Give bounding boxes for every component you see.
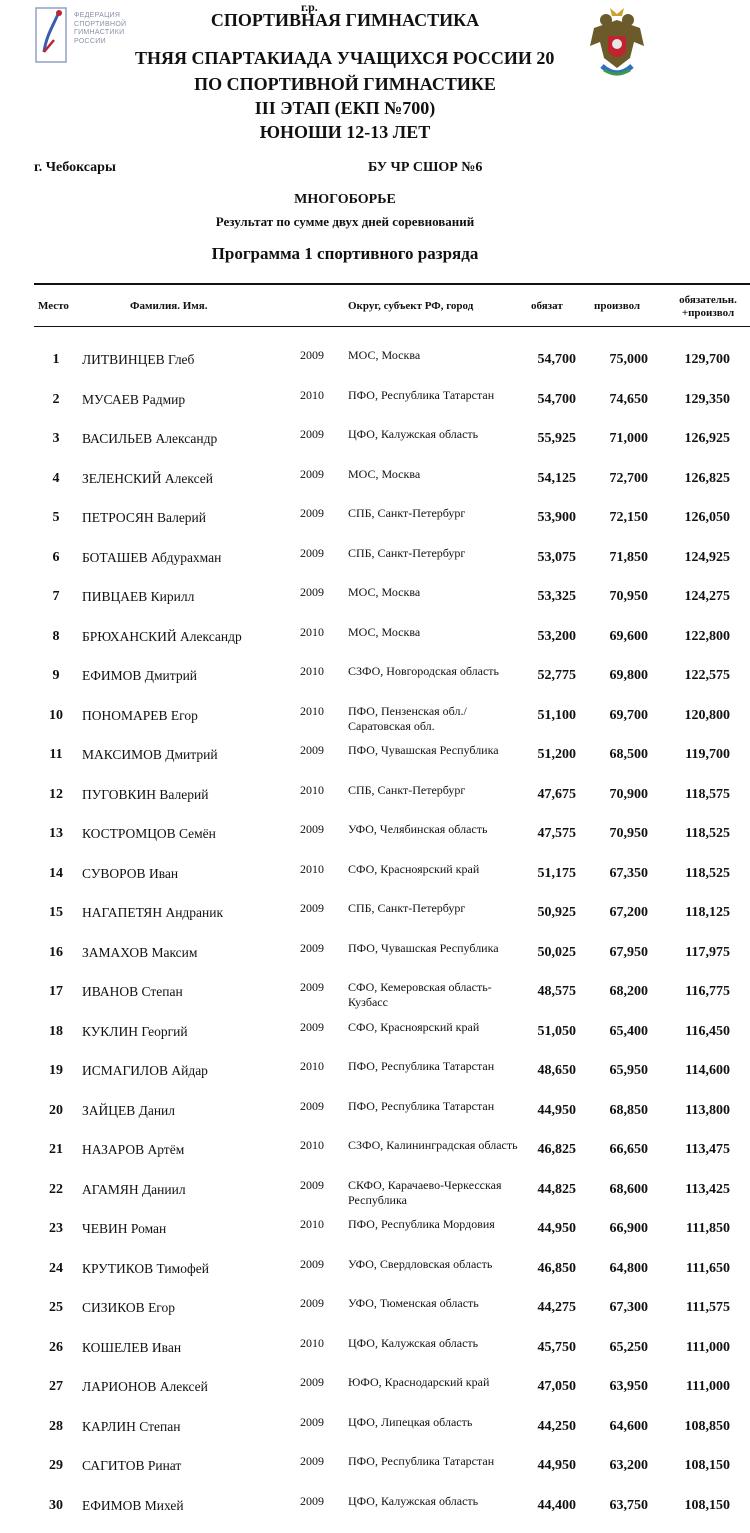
athlete-name-cell: КОСТРОМЦОВ Семён (82, 826, 216, 842)
region-cell: ЦФО, Липецкая область (348, 1415, 518, 1430)
table-row (0, 664, 750, 704)
mandatory-score-cell: 48,575 (520, 984, 576, 1000)
mandatory-score-cell: 55,925 (520, 431, 576, 447)
rank-cell: 21 (44, 1142, 68, 1158)
birth-year-cell: 2010 (300, 1217, 324, 1232)
athlete-name-cell: ПУГОВКИН Валерий (82, 787, 208, 803)
mandatory-score-cell: 53,200 (520, 629, 576, 645)
program-label: Программа 1 спортивного разряда (0, 244, 690, 264)
total-score-cell: 111,850 (660, 1221, 730, 1237)
region-cell: СПБ, Санкт-Петербург (348, 506, 518, 521)
optional-score-cell: 68,200 (586, 984, 648, 1000)
table-row (0, 1494, 750, 1533)
optional-score-cell: 64,800 (586, 1261, 648, 1277)
athlete-name-cell: ИСМАГИЛОВ Айдар (82, 1063, 208, 1079)
athlete-name-cell: МАКСИМОВ Дмитрий (82, 747, 218, 763)
birth-year-cell: 2009 (300, 1020, 324, 1035)
athlete-name-cell: ЕФИМОВ Дмитрий (82, 668, 197, 684)
rank-cell: 2 (44, 392, 68, 408)
column-header-total: обязательн. +произвол (668, 294, 748, 320)
optional-score-cell: 67,950 (586, 945, 648, 961)
mandatory-score-cell: 46,850 (520, 1261, 576, 1277)
mandatory-score-cell: 51,050 (520, 1024, 576, 1040)
rank-cell: 26 (44, 1340, 68, 1356)
mandatory-score-cell: 51,175 (520, 866, 576, 882)
table-row (0, 625, 750, 665)
athlete-name-cell: ПИВЦАЕВ Кирилл (82, 589, 194, 605)
optional-score-cell: 72,150 (586, 510, 648, 526)
region-cell: СФО, Кемеровская область-Кузбасс (348, 980, 518, 1010)
rank-cell: 29 (44, 1458, 68, 1474)
table-row (0, 1178, 750, 1218)
table-row (0, 704, 750, 744)
athlete-name-cell: НАГАПЕТЯН Андраник (82, 905, 223, 921)
region-cell: ПФО, Республика Татарстан (348, 1454, 518, 1469)
mandatory-score-cell: 51,100 (520, 708, 576, 724)
table-row (0, 1217, 750, 1257)
athlete-name-cell: ЗАЙЦЕВ Данил (82, 1103, 175, 1119)
venue-label: БУ ЧР СШОР №6 (368, 160, 482, 176)
total-score-cell: 124,925 (660, 550, 730, 566)
birth-year-cell: 2009 (300, 546, 324, 561)
region-cell: СПБ, Санкт-Петербург (348, 901, 518, 916)
birth-year-cell: 2009 (300, 822, 324, 837)
optional-score-cell: 75,000 (586, 352, 648, 368)
athlete-name-cell: КОШЕЛЕВ Иван (82, 1340, 181, 1356)
optional-score-cell: 69,600 (586, 629, 648, 645)
table-row (0, 1059, 750, 1099)
athlete-name-cell: ПЕТРОСЯН Валерий (82, 510, 206, 526)
total-score-cell: 129,350 (660, 392, 730, 408)
column-header-mandatory: обязат (531, 300, 563, 312)
birth-year-cell: 2009 (300, 506, 324, 521)
rank-cell: 22 (44, 1182, 68, 1198)
region-cell: СПБ, Санкт-Петербург (348, 783, 518, 798)
table-row (0, 1020, 750, 1060)
total-score-cell: 116,775 (660, 984, 730, 1000)
athlete-name-cell: БРЮХАНСКИЙ Александр (82, 629, 242, 645)
mandatory-score-cell: 44,825 (520, 1182, 576, 1198)
table-row (0, 941, 750, 981)
birth-year-cell: 2009 (300, 348, 324, 363)
total-score-cell: 113,425 (660, 1182, 730, 1198)
region-cell: МОС, Москва (348, 585, 518, 600)
mandatory-score-cell: 44,950 (520, 1103, 576, 1119)
total-score-cell: 108,150 (660, 1458, 730, 1474)
optional-score-cell: 69,800 (586, 668, 648, 684)
athlete-name-cell: ЗАМАХОВ Максим (82, 945, 197, 961)
birth-year-cell: 2010 (300, 704, 324, 719)
region-cell: СЗФО, Калининградская область (348, 1138, 518, 1153)
athlete-name-cell: ЧЕВИН Роман (82, 1221, 166, 1237)
rank-cell: 13 (44, 826, 68, 842)
total-score-cell: 126,825 (660, 471, 730, 487)
total-score-cell: 126,925 (660, 431, 730, 447)
mandatory-score-cell: 47,575 (520, 826, 576, 842)
region-cell: МОС, Москва (348, 625, 518, 640)
athlete-name-cell: КАРЛИН Степан (82, 1419, 180, 1435)
mandatory-score-cell: 44,950 (520, 1458, 576, 1474)
total-score-cell: 119,700 (660, 747, 730, 763)
total-score-cell: 124,275 (660, 589, 730, 605)
mandatory-score-cell: 54,700 (520, 352, 576, 368)
table-row (0, 585, 750, 625)
birth-year-cell: 2009 (300, 585, 324, 600)
optional-score-cell: 71,850 (586, 550, 648, 566)
region-cell: ПФО, Республика Татарстан (348, 1059, 518, 1074)
athlete-name-cell: БОТАШЕВ Абдурахман (82, 550, 221, 566)
table-row (0, 862, 750, 902)
rank-cell: 15 (44, 905, 68, 921)
total-score-cell: 111,000 (660, 1340, 730, 1356)
region-cell: ЦФО, Калужская область (348, 1494, 518, 1509)
region-cell: ПФО, Республика Мордовия (348, 1217, 518, 1232)
birth-year-cell: 2010 (300, 625, 324, 640)
event-type-label: МНОГОБОРЬЕ (0, 192, 690, 208)
optional-score-cell: 63,950 (586, 1379, 648, 1395)
athlete-name-cell: ЕФИМОВ Михей (82, 1498, 184, 1514)
region-cell: ПФО, Чувашская Республика (348, 743, 518, 758)
mandatory-score-cell: 53,325 (520, 589, 576, 605)
total-score-cell: 114,600 (660, 1063, 730, 1079)
column-header-year: г.р. (301, 0, 318, 15)
mandatory-score-cell: 44,250 (520, 1419, 576, 1435)
table-header-rule (34, 326, 750, 327)
rank-cell: 25 (44, 1300, 68, 1316)
optional-score-cell: 68,500 (586, 747, 648, 763)
birth-year-cell: 2010 (300, 783, 324, 798)
birth-year-cell: 2009 (300, 980, 324, 995)
optional-score-cell: 66,900 (586, 1221, 648, 1237)
table-top-rule (34, 283, 750, 285)
mandatory-score-cell: 44,950 (520, 1221, 576, 1237)
column-header-region: Округ, субъект РФ, город (348, 300, 473, 312)
mandatory-score-cell: 47,050 (520, 1379, 576, 1395)
birth-year-cell: 2009 (300, 743, 324, 758)
mandatory-score-cell: 52,775 (520, 668, 576, 684)
rank-cell: 10 (44, 708, 68, 724)
rank-cell: 1 (44, 352, 68, 368)
region-cell: СФО, Красноярский край (348, 862, 518, 877)
mandatory-score-cell: 53,075 (520, 550, 576, 566)
optional-score-cell: 66,650 (586, 1142, 648, 1158)
total-score-cell: 108,850 (660, 1419, 730, 1435)
region-cell: МОС, Москва (348, 348, 518, 363)
athlete-name-cell: ИВАНОВ Степан (82, 984, 183, 1000)
region-cell: СПБ, Санкт-Петербург (348, 546, 518, 561)
rank-cell: 5 (44, 510, 68, 526)
total-score-cell: 111,575 (660, 1300, 730, 1316)
region-cell: СКФО, Карачаево-Черкесская Республика (348, 1178, 518, 1208)
birth-year-cell: 2010 (300, 664, 324, 679)
table-row (0, 1415, 750, 1455)
table-row (0, 1257, 750, 1297)
birth-year-cell: 2009 (300, 1099, 324, 1114)
optional-score-cell: 65,250 (586, 1340, 648, 1356)
birth-year-cell: 2009 (300, 941, 324, 956)
mandatory-score-cell: 54,125 (520, 471, 576, 487)
region-cell: СФО, Красноярский край (348, 1020, 518, 1035)
rank-cell: 8 (44, 629, 68, 645)
table-row (0, 546, 750, 586)
optional-score-cell: 70,950 (586, 826, 648, 842)
table-row (0, 743, 750, 783)
table-row (0, 980, 750, 1020)
rank-cell: 19 (44, 1063, 68, 1079)
region-cell: ЮФО, Краснодарский край (348, 1375, 518, 1390)
birth-year-cell: 2009 (300, 1415, 324, 1430)
total-score-cell: 111,650 (660, 1261, 730, 1277)
mandatory-score-cell: 53,900 (520, 510, 576, 526)
optional-score-cell: 68,850 (586, 1103, 648, 1119)
mandatory-score-cell: 50,025 (520, 945, 576, 961)
region-cell: СЗФО, Новгородская область (348, 664, 518, 679)
table-row (0, 427, 750, 467)
column-header-place: Место (38, 300, 69, 312)
column-header-name: Фамилия. Имя. (130, 300, 208, 312)
optional-score-cell: 64,600 (586, 1419, 648, 1435)
sport-title: СПОРТИВНАЯ ГИМНАСТИКА (0, 10, 690, 31)
optional-score-cell: 70,900 (586, 787, 648, 803)
mandatory-score-cell: 48,650 (520, 1063, 576, 1079)
total-score-cell: 108,150 (660, 1498, 730, 1514)
birth-year-cell: 2009 (300, 1454, 324, 1469)
total-score-cell: 116,450 (660, 1024, 730, 1040)
athlete-name-cell: АГАМЯН Даниил (82, 1182, 186, 1198)
total-score-cell: 113,800 (660, 1103, 730, 1119)
athlete-name-cell: СИЗИКОВ Егор (82, 1300, 175, 1316)
total-score-cell: 126,050 (660, 510, 730, 526)
rank-cell: 24 (44, 1261, 68, 1277)
rank-cell: 30 (44, 1498, 68, 1514)
stage-title: III ЭТАП (ЕКП №700) (0, 98, 690, 119)
table-row (0, 1375, 750, 1415)
table-row (0, 467, 750, 507)
total-score-cell: 120,800 (660, 708, 730, 724)
event-title: ТНЯЯ СПАРТАКИАДА УЧАЩИХСЯ РОССИИ 20 (135, 48, 585, 69)
table-row (0, 1296, 750, 1336)
rank-cell: 16 (44, 945, 68, 961)
optional-score-cell: 63,200 (586, 1458, 648, 1474)
table-row (0, 1336, 750, 1376)
rank-cell: 4 (44, 471, 68, 487)
results-table (0, 348, 750, 1533)
athlete-name-cell: ЛИТВИНЦЕВ Глеб (82, 352, 194, 368)
birth-year-cell: 2009 (300, 1494, 324, 1509)
rank-cell: 11 (44, 747, 68, 763)
mandatory-score-cell: 45,750 (520, 1340, 576, 1356)
region-cell: ПФО, Пензенская обл./ Саратовская обл. (348, 704, 518, 734)
rank-cell: 20 (44, 1103, 68, 1119)
rank-cell: 23 (44, 1221, 68, 1237)
rank-cell: 27 (44, 1379, 68, 1395)
birth-year-cell: 2010 (300, 1138, 324, 1153)
table-row (0, 783, 750, 823)
rank-cell: 9 (44, 668, 68, 684)
birth-year-cell: 2010 (300, 1059, 324, 1074)
athlete-name-cell: ВАСИЛЬЕВ Александр (82, 431, 217, 447)
logo-text: ФЕДЕРАЦИЯ СПОРТИВНОЙ ГИМНАСТИКИ РОССИИ (74, 12, 126, 46)
optional-score-cell: 68,600 (586, 1182, 648, 1198)
optional-score-cell: 69,700 (586, 708, 648, 724)
birth-year-cell: 2009 (300, 1178, 324, 1193)
birth-year-cell: 2009 (300, 1375, 324, 1390)
city-label: г. Чебоксары (34, 160, 116, 176)
birth-year-cell: 2010 (300, 1336, 324, 1351)
optional-score-cell: 72,700 (586, 471, 648, 487)
region-cell: УФО, Свердловская область (348, 1257, 518, 1272)
athlete-name-cell: КРУТИКОВ Тимофей (82, 1261, 209, 1277)
column-header-optional: произвол (594, 300, 640, 312)
region-cell: ПФО, Чувашская Республика (348, 941, 518, 956)
athlete-name-cell: ЛАРИОНОВ Алексей (82, 1379, 208, 1395)
table-row (0, 1454, 750, 1494)
total-score-cell: 118,125 (660, 905, 730, 921)
optional-score-cell: 63,750 (586, 1498, 648, 1514)
region-cell: ЦФО, Калужская область (348, 427, 518, 442)
region-cell: УФО, Тюменская область (348, 1296, 518, 1311)
table-row (0, 348, 750, 388)
category-title: ЮНОШИ 12-13 ЛЕТ (0, 122, 690, 143)
athlete-name-cell: ПОНОМАРЕВ Егор (82, 708, 198, 724)
optional-score-cell: 67,350 (586, 866, 648, 882)
mandatory-score-cell: 50,925 (520, 905, 576, 921)
table-row (0, 1138, 750, 1178)
athlete-name-cell: САГИТОВ Ринат (82, 1458, 181, 1474)
mandatory-score-cell: 51,200 (520, 747, 576, 763)
rank-cell: 12 (44, 787, 68, 803)
athlete-name-cell: ЗЕЛЕНСКИЙ Алексей (82, 471, 213, 487)
total-score-cell: 129,700 (660, 352, 730, 368)
discipline-title: ПО СПОРТИВНОЙ ГИМНАСТИКЕ (0, 74, 690, 95)
optional-score-cell: 67,300 (586, 1300, 648, 1316)
total-score-cell: 118,525 (660, 866, 730, 882)
mandatory-score-cell: 44,400 (520, 1498, 576, 1514)
table-row (0, 822, 750, 862)
optional-score-cell: 71,000 (586, 431, 648, 447)
birth-year-cell: 2009 (300, 1296, 324, 1311)
table-row (0, 1099, 750, 1139)
region-cell: УФО, Челябинская область (348, 822, 518, 837)
total-score-cell: 122,800 (660, 629, 730, 645)
optional-score-cell: 70,950 (586, 589, 648, 605)
rank-cell: 28 (44, 1419, 68, 1435)
region-cell: ЦФО, Калужская область (348, 1336, 518, 1351)
rank-cell: 3 (44, 431, 68, 447)
birth-year-cell: 2009 (300, 427, 324, 442)
total-score-cell: 117,975 (660, 945, 730, 961)
athlete-name-cell: СУВОРОВ Иван (82, 866, 178, 882)
optional-score-cell: 65,950 (586, 1063, 648, 1079)
rank-cell: 7 (44, 589, 68, 605)
total-score-cell: 118,525 (660, 826, 730, 842)
birth-year-cell: 2009 (300, 901, 324, 916)
birth-year-cell: 2010 (300, 388, 324, 403)
athlete-name-cell: НАЗАРОВ Артём (82, 1142, 184, 1158)
table-row (0, 388, 750, 428)
region-cell: ПФО, Республика Татарстан (348, 388, 518, 403)
birth-year-cell: 2009 (300, 467, 324, 482)
table-row (0, 506, 750, 546)
optional-score-cell: 74,650 (586, 392, 648, 408)
rank-cell: 6 (44, 550, 68, 566)
birth-year-cell: 2010 (300, 862, 324, 877)
mandatory-score-cell: 54,700 (520, 392, 576, 408)
mandatory-score-cell: 47,675 (520, 787, 576, 803)
birth-year-cell: 2009 (300, 1257, 324, 1272)
region-cell: МОС, Москва (348, 467, 518, 482)
region-cell: ПФО, Республика Татарстан (348, 1099, 518, 1114)
mandatory-score-cell: 44,275 (520, 1300, 576, 1316)
total-score-cell: 113,475 (660, 1142, 730, 1158)
athlete-name-cell: КУКЛИН Георгий (82, 1024, 188, 1040)
total-score-cell: 118,575 (660, 787, 730, 803)
rank-cell: 18 (44, 1024, 68, 1040)
mandatory-score-cell: 46,825 (520, 1142, 576, 1158)
optional-score-cell: 67,200 (586, 905, 648, 921)
optional-score-cell: 65,400 (586, 1024, 648, 1040)
subtitle-label: Результат по сумме двух дней соревнований (0, 214, 690, 230)
rank-cell: 14 (44, 866, 68, 882)
total-score-cell: 122,575 (660, 668, 730, 684)
table-row (0, 901, 750, 941)
total-score-cell: 111,000 (660, 1379, 730, 1395)
athlete-name-cell: МУСАЕВ Радмир (82, 392, 185, 408)
rank-cell: 17 (44, 984, 68, 1000)
